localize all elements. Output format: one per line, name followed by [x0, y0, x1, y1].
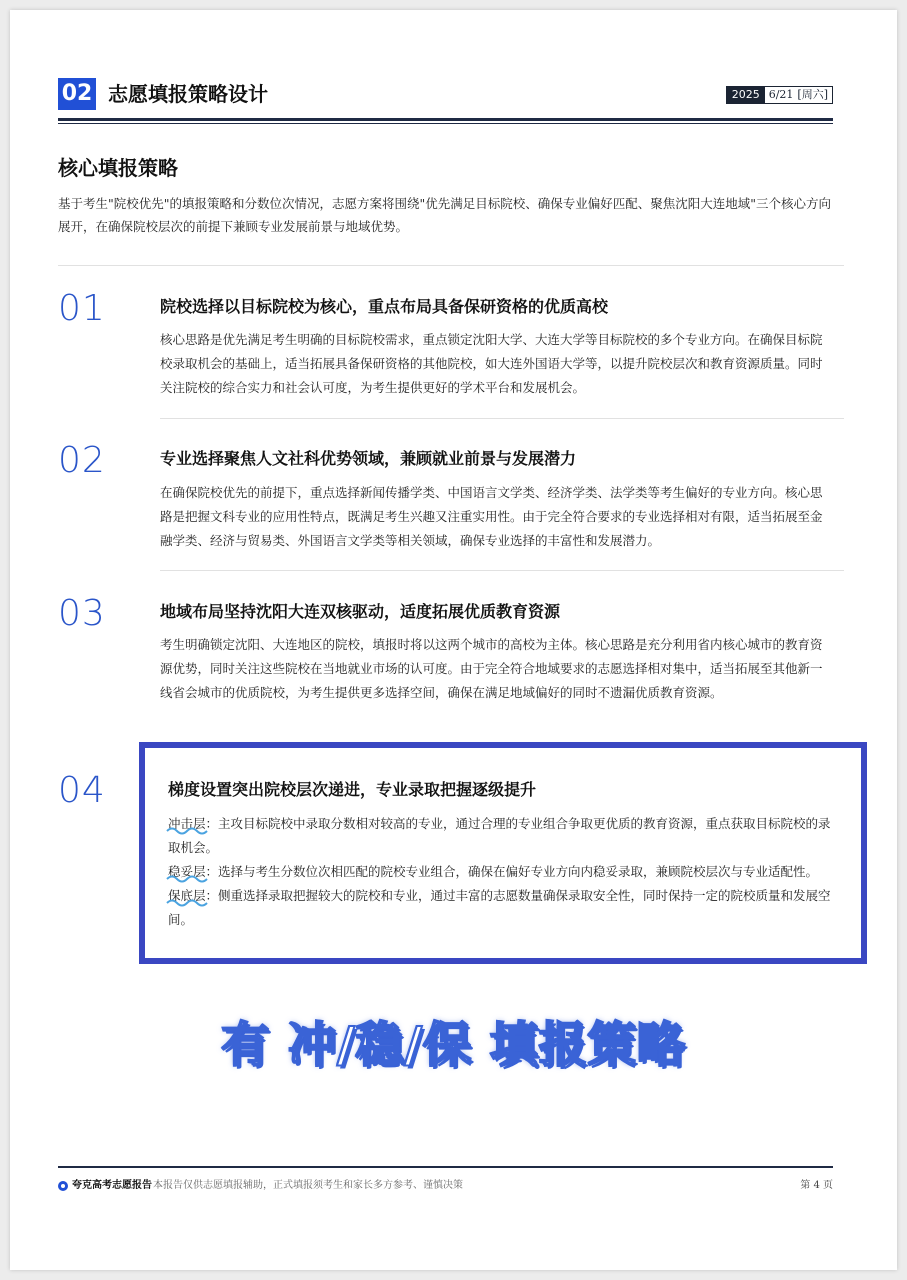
- item-number: 01: [58, 288, 106, 329]
- tier-name: 稳妥层: [168, 860, 206, 884]
- date-year: 2025: [727, 87, 765, 103]
- tier-item: [168, 860, 832, 884]
- page-number: 第 4 页: [800, 1180, 833, 1191]
- tier-item: [168, 812, 832, 860]
- brand-name: 夸克高考志愿报告: [72, 1180, 152, 1191]
- section-title: 核心填报策略: [58, 156, 178, 180]
- item-number: 03: [58, 593, 106, 634]
- item-body: 核心思路是优先满足考生明确的目标院校需求，重点锁定沈阳大学、大连大学等目标院校的多个专业方向。在确保目标院校录取机会的基础上，适当拓展具备保研资格的其他院校，如大连外国语大学等，以提升院校层次和教育资源质量。同时关注院校的综合实力和社会认可度，为考生提供更好的学术平台和发展机会。: [160, 332, 823, 395]
- page-header: [58, 68, 833, 112]
- item-title: 专业选择聚焦人文社科优势领域，兼顾就业前景与发展潜力: [160, 449, 577, 468]
- item-number: 02: [58, 440, 106, 481]
- overlay-caption: 有 冲/稳/保 填报策略: [221, 1017, 686, 1073]
- squiggle-underline: [166, 826, 210, 836]
- date-month-day: 6/21: [768, 88, 794, 101]
- chapter-title: 志愿填报策略设计: [108, 82, 268, 106]
- brand-logo-icon: [58, 1181, 68, 1191]
- page-footer: [58, 1178, 833, 1198]
- tier-name: 冲击层: [168, 812, 206, 836]
- item-number: 04: [58, 770, 106, 811]
- divider: [58, 265, 844, 266]
- date-weekday: [周六]: [797, 88, 828, 101]
- item-title: 梯度设置突出院校层次递进，专业录取把握逐级提升: [168, 780, 537, 799]
- tier-item: [168, 884, 832, 932]
- tier-list: [168, 812, 832, 932]
- item-title: 地域布局坚持沈阳大连双核驱动，适度拓展优质教育资源: [160, 602, 561, 621]
- item-body: 考生明确锁定沈阳、大连地区的院校，填报时将以这两个城市的高校为主体。核心思路是充分利用省内核心城市的教育资源优势，同时关注这些院校在当地就业市场的认可度。由于完全符合地域要求的志愿选择相对集中，适当拓展至其他新一线省会城市的优质院校，为考生提供更多选择空间，确保在满足地域偏好的同时不遗漏优质教育资源。: [160, 637, 823, 700]
- squiggle-underline: [166, 898, 210, 908]
- header-rule: [58, 118, 833, 121]
- date-stamp: [726, 86, 833, 104]
- item-title: 院校选择以目标院校为核心，重点布局具备保研资格的优质高校: [160, 297, 609, 316]
- divider: [160, 570, 844, 571]
- section-intro: 基于考生"院校优先"的填报策略和分数位次情况，志愿方案将围绕"优先满足目标院校、确保专业偏好匹配、聚焦沈阳大连地域"三个核心方向展开，在确保院校层次的前提下兼顾专业发展前景与地域优势。: [58, 196, 832, 234]
- tier-text: ：选择与考生分数位次相匹配的院校专业组合，确保在偏好专业方向内稳妥录取，兼顾院校层次与专业适配性。: [205, 864, 819, 879]
- chapter-number-badge: 02: [58, 78, 96, 110]
- disclaimer: 本报告仅供志愿填报辅助，正式填报须考生和家长多方参考、谨慎决策: [153, 1180, 463, 1191]
- tier-text: ：侧重选择录取把握较大的院校和专业，通过丰富的志愿数量确保录取安全性，同时保持一定的院校质量和发展空间。: [168, 888, 831, 927]
- squiggle-underline: [166, 874, 210, 884]
- item-body: 在确保院校优先的前提下，重点选择新闻传播学类、中国语言文学类、经济学类、法学类等考生偏好的专业方向。核心思路是把握文科专业的应用性特点，既满足考生兴趣又注重实用性。由于完全符合要求的专业选择相对有限，适当拓展至金融学类、经济与贸易类、外国语言文学类等相关领域，确保专业选择的丰富性和发展潜力。: [160, 485, 823, 548]
- header-rule-thin: [58, 123, 833, 124]
- tier-name: 保底层: [168, 884, 206, 908]
- divider: [160, 418, 844, 419]
- footer-rule: [58, 1166, 833, 1168]
- tier-text: ：主攻目标院校中录取分数相对较高的专业，通过合理的专业组合争取更优质的教育资源，重点获取目标院校的录取机会。: [168, 816, 831, 855]
